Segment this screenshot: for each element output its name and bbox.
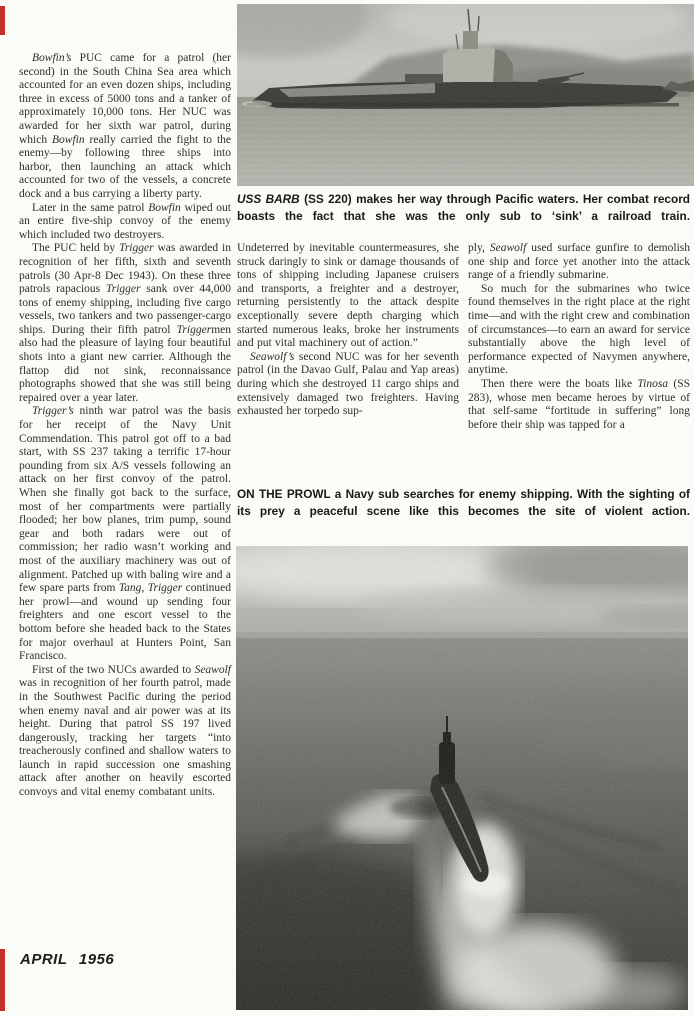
barb-caption-lead: USS BARB (237, 192, 300, 206)
body-text: really carried the fight to the enemy—by following three ships into harbor, then launching an attack which accounted for two of the vessels, a concrete dock and a bus carrying a liberty party. (19, 133, 232, 200)
body-text: ninth war patrol was the basis for her receipt of the Navy Unit Commendation. This patrol got off to a bad start, with SS 237 taking a terrific 17-hour pounding from six A/S vessels following an attack on her first convoy of the patrol. When she finally got back to the surface, most of her compartments were partially flooded; her bow planes, trim pump, sound gear and both radars were out of commission; her radio wasn’t working and most of the auxiliary machinery was out of alignment. Patched up with baling wire and a few spare parts from (19, 405, 231, 595)
issue-date: APRIL 1956 (20, 951, 115, 968)
body-text: wiped out an entire five-ship convoy of the enemy which included two destroyers. (19, 201, 231, 241)
body-text: used surface gunfire to demolish one ship and force yet another into the attack range of a friendly submarine. (468, 242, 690, 282)
ship-name: Trigger (105, 283, 141, 296)
right-text-column (468, 242, 690, 432)
body-text: Later in the same patrol (32, 201, 149, 214)
body-text: was awarded in recognition of her fifth, sixth and seventh patrols (30 Apr-8 Dec 1943). On these three patrols rapacious (19, 242, 231, 296)
body-text: sank over 44,000 tons of enemy shipping, including five cargo vessels, two tankers and two passenger-cargo ships. During their fifth patrol (19, 283, 231, 336)
body-text: First of the two NUCs awarded to (32, 663, 195, 676)
ship-name: Trigger (176, 323, 212, 336)
ship-name: Tinosa (637, 377, 669, 390)
ship-name: Trigger’s (32, 405, 74, 418)
ship-name: Trigger (147, 582, 183, 595)
ship-name: Seawolf (194, 663, 231, 676)
ship-name: Trigger (119, 242, 154, 255)
red-edge-mark-top (0, 6, 5, 35)
paragraph (237, 351, 459, 419)
body-text: , (141, 582, 148, 595)
red-edge-mark-bottom (0, 949, 5, 1011)
paragraph (237, 242, 459, 351)
uss-barb-photo (237, 4, 694, 186)
paragraph (19, 52, 231, 202)
left-text-column (19, 52, 231, 800)
paragraph (468, 283, 690, 378)
paragraph (19, 242, 231, 405)
prowl-photo-caption (237, 486, 690, 519)
uss-barb-photo-illustration (237, 4, 694, 186)
body-text: ply, (468, 242, 490, 254)
ship-name: Seawolf (489, 242, 527, 254)
body-text: was in recognition of her fourth patrol, made in the Southwest Pacific during the period when enemy naval and air power was at its height. During that patrol SS 197 lived dangerously, tracking her targets “into treacherously confined and shallow waters to launch in rapid succession one smashing attack after another on heavily escorted convoys and vital enemy combatant units. (19, 677, 231, 799)
paragraph (19, 405, 231, 663)
body-text: PUC came for a patrol (her second) in the South China Sea area which accounted for an even dozen ships, including three in excess of 5000 tons and a tanker of approximately 10,000 tons. Her NUC was awarded for her sixth war patrol, during which (19, 52, 231, 146)
body-text: The PUC held by (32, 242, 120, 255)
paragraph (468, 242, 690, 283)
ship-name: Tang (118, 582, 142, 595)
barb-caption-text: (SS 220) makes her way through Pacific waters. Her combat record boasts the fact that she was the only sub to ‘sink’ a railroad train. (237, 192, 690, 223)
body-text: men also had the pleasure of laying four beautiful shots into a giant new carrier. Although the flattop did not sink, reconnaissance photographs showed that she was still being repaired over a year later. (19, 323, 231, 404)
middle-text-column (237, 242, 459, 419)
body-text: second NUC was for her seventh patrol (in the Davao Gulf, Palau and Yap areas) during which she destroyed 11 cargo ships and extensively damaged two freighters. Having exhausted her torpedo sup- (237, 350, 459, 418)
body-text: Undeterred by inevitable countermeasures, she struck daringly to sink or damage thousands of tons of shipping including Japanese cruisers and transports, a freighter and a destroyer, returning persistently to the attack despite exceptionally severe depth charging which started numerous leaks, broke her instruments and put vital machinery out of action.” (237, 242, 459, 350)
paragraph (468, 378, 690, 432)
body-text: Then there were the boats like (481, 377, 638, 390)
body-text: (SS 283), whose men became heroes by virtue of that self-same “fortitude in suffering” long before their ship was tapped for a (468, 377, 690, 431)
barb-photo-caption (237, 191, 690, 224)
ship-name: Seawolf’s (250, 350, 295, 363)
body-text: So much for the submarines who twice found themselves in the right place at the right time—and with the right crew and combination of circumstances—to earn an award for service substantially above the high level of performance expected of Navymen anywhere, anytime. (468, 282, 690, 377)
prowl-caption-lead: ON THE PROWL (237, 487, 331, 501)
paragraph (19, 664, 231, 800)
paragraph (19, 202, 231, 243)
ship-name: Bowfin (148, 201, 181, 214)
ship-name: Bowfin (52, 133, 85, 146)
on-the-prowl-photo (236, 546, 688, 1010)
prowl-caption-text: a Navy sub searches for enemy shipping. With the sighting of its prey a peaceful scene like this becomes the site of violent action. (237, 487, 690, 518)
ship-name: Bowfin’s (32, 52, 72, 64)
body-text: continued her prowl—and wound up sending four freighters and one escort vessel to the bottom before she headed back to the States for major overhaul at Hunters Point, San Francisco. (19, 582, 231, 663)
on-the-prowl-photo-illustration (236, 546, 688, 1010)
